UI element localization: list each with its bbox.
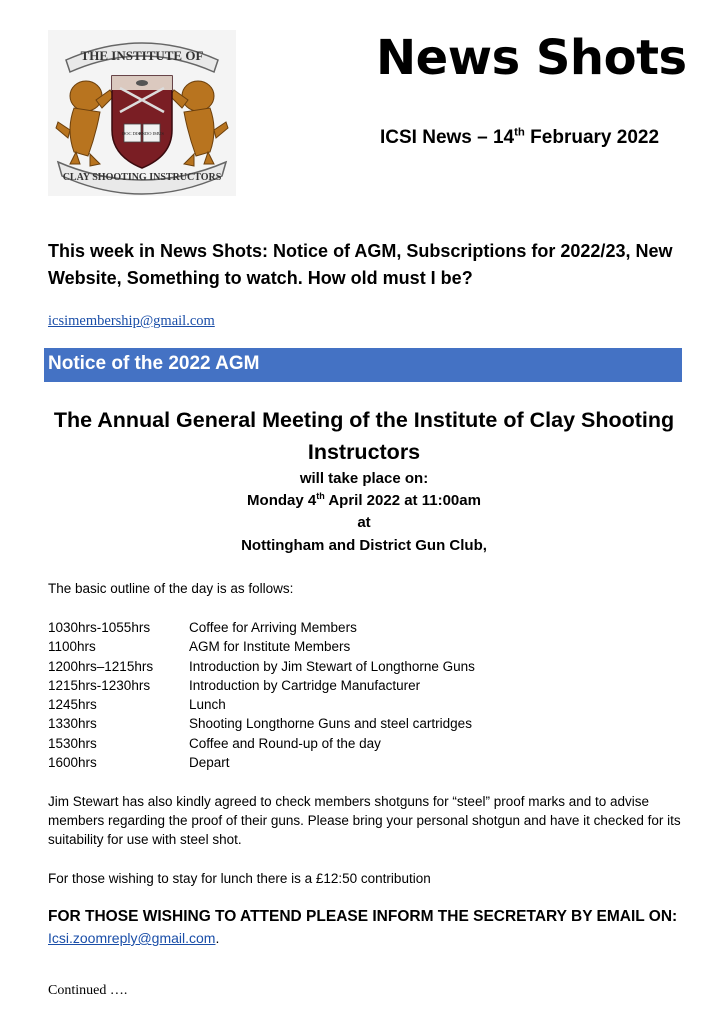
schedule-activity: Coffee and Round-up of the day: [189, 735, 381, 751]
agm-date-prefix: Monday 4: [247, 492, 317, 509]
intro-summary: This week in News Shots: Notice of AGM, Subscriptions for 2022/23, New Website, Something to watch. How old must I be?: [48, 241, 673, 288]
schedule-time: 1030hrs-1055hrs: [48, 620, 151, 635]
crest-motto-left: DOC DISC: [122, 131, 143, 136]
newsletter-title: News Shots: [376, 30, 687, 86]
agm-date: [48, 492, 680, 509]
subtitle-prefix: ICSI News – 14: [380, 127, 515, 148]
schedule-time: 1215hrs-1230hrs: [48, 677, 151, 693]
lunch-paragraph: For those wishing to stay for lunch there is a £12:50 contribution: [48, 871, 431, 886]
agm-venue: Nottingham and District Gun Club,: [241, 537, 487, 554]
schedule-time: 1245hrs: [48, 697, 97, 713]
reply-email-period: .: [215, 930, 220, 946]
section-header-bar: [44, 348, 682, 382]
attend-instruction: FOR THOSE WISHING TO ATTEND PLEASE INFORM THE SECRETARY BY EMAIL ON:: [48, 908, 678, 925]
subtitle-sup: th: [514, 126, 525, 139]
agm-line-at: at: [357, 514, 371, 531]
schedule-activity: Introduction by Jim Stewart of Longthorne Guns: [189, 658, 475, 674]
agm-date-sup: th: [316, 491, 325, 501]
schedule-activity: Depart: [189, 755, 230, 771]
schedule-activity: Lunch: [189, 697, 226, 713]
schedule-time: 1600hrs: [48, 755, 97, 771]
institute-crest-logo: [48, 30, 236, 196]
reply-email-line: [48, 930, 219, 946]
schedule-activity: Introduction by Cartridge Manufacturer: [189, 677, 421, 693]
reply-email-link[interactable]: Icsi.zoomreply@gmail.com: [48, 930, 216, 946]
agm-date-suffix: April 2022 at 11:00am: [324, 492, 481, 509]
section-title: Notice of the 2022 AGM: [48, 353, 260, 374]
schedule-time: 1100hrs: [48, 639, 96, 655]
schedule-activity: Coffee for Arriving Members: [189, 620, 357, 635]
schedule-activity: Shooting Longthorne Guns and steel cartridges: [189, 716, 472, 732]
schedule-activity: AGM for Institute Members: [189, 639, 351, 655]
proof-paragraph: Jim Stewart has also kindly agreed to check members shotguns for “steel” proof marks and to advise members regarding the proof of their guns. Please bring your personal shotgun and have it checked for its suitability for use with steel shot.: [48, 794, 681, 847]
newsletter-subtitle: [380, 127, 659, 149]
crest-top-text: THE INSTITUTE OF: [80, 48, 204, 63]
outline-intro: The basic outline of the day is as follows:: [48, 581, 294, 596]
agm-line-take-place: will take place on:: [299, 470, 429, 487]
schedule-time: 1530hrs: [48, 735, 97, 751]
crest-bottom-text: CLAY SHOOTING INSTRUCTORS: [62, 172, 222, 183]
schedule-time: 1330hrs: [48, 716, 97, 732]
subtitle-suffix: February 2022: [524, 127, 660, 148]
agm-heading: The Annual General Meeting of the Institute of Clay Shooting Instructors: [53, 408, 675, 464]
schedule-time: 1200hrs–1215hrs: [48, 658, 154, 674]
continued-note: Continued ….: [48, 983, 128, 998]
crest-motto-right: ENDO IMUS: [139, 131, 164, 136]
membership-email-link[interactable]: icsimembership@gmail.com: [48, 313, 215, 329]
